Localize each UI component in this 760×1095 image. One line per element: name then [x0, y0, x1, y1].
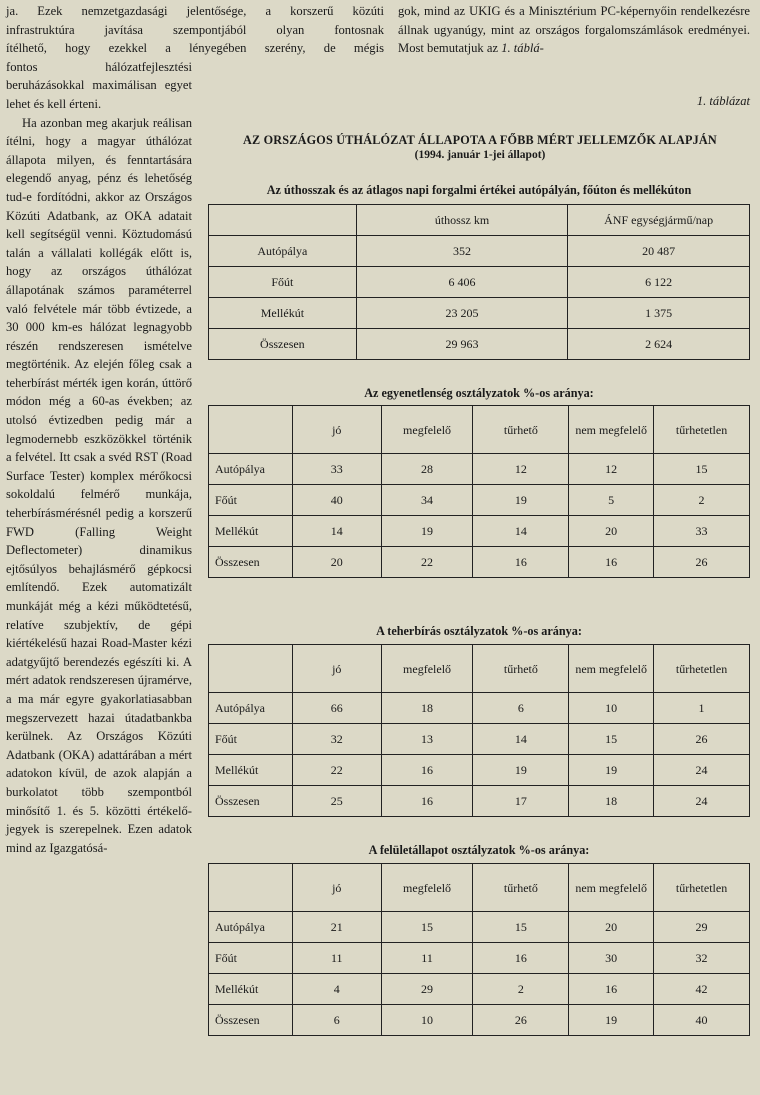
table-cell: 4	[292, 974, 381, 1005]
table-cell: 42	[654, 974, 750, 1005]
table-cell: 2	[654, 485, 750, 516]
table-cell: 16	[381, 755, 473, 786]
table-cell: 6 122	[568, 267, 750, 298]
table-row	[209, 298, 750, 329]
row-label: Mellékút	[209, 516, 293, 547]
column-header: tűrhetetlen	[654, 645, 750, 693]
table-cell: 32	[292, 724, 381, 755]
table-cell: 6	[473, 693, 569, 724]
column-header: jó	[292, 864, 381, 912]
table-cell: 11	[381, 943, 473, 974]
table-header-row	[209, 864, 750, 912]
table-cell: 24	[654, 786, 750, 817]
table-cell: 12	[569, 454, 654, 485]
table-cell: 19	[569, 1005, 654, 1036]
main-title: AZ ORSZÁGOS ÚTHÁLÓZAT ÁLLAPOTA A FŐBB MÉRT JELLEMZŐK ALAPJÁN	[243, 133, 717, 147]
table-row	[209, 943, 750, 974]
body-paragraph: fontos hálózatfejlesztési beruházásokkal maximálisan egyet lehet és kell érteni.	[6, 59, 192, 111]
table-row	[209, 912, 750, 943]
table-header-row	[209, 406, 750, 454]
table-cell: 10	[381, 1005, 473, 1036]
table-cell: 14	[292, 516, 381, 547]
table-cell: 15	[381, 912, 473, 943]
table-cell: 12	[473, 454, 569, 485]
table-row	[209, 974, 750, 1005]
table-cell: 1	[654, 693, 750, 724]
body-line: ítélhető, hogy ezekkel a lényegében szerény, de mégis	[6, 41, 384, 56]
table-cell: 40	[654, 1005, 750, 1036]
column-header: tűrhető	[473, 864, 569, 912]
table-row	[209, 1005, 750, 1036]
table-cell: 66	[292, 693, 381, 724]
table-cell: 19	[381, 516, 473, 547]
column-header: ÁNF egységjármű/nap	[568, 205, 750, 236]
table-cell: 16	[381, 786, 473, 817]
surface-condition-table	[208, 863, 750, 1036]
row-label: Főút	[209, 485, 293, 516]
table-cell: 20	[569, 516, 654, 547]
column-header: tűrhető	[473, 406, 569, 454]
table-cell: 20	[292, 547, 381, 578]
road-length-table	[208, 204, 750, 360]
table-cell: 2 624	[568, 329, 750, 360]
table-row	[209, 786, 750, 817]
table-cell: 29	[654, 912, 750, 943]
column-header	[209, 406, 293, 454]
table-row	[209, 755, 750, 786]
table-cell: 28	[381, 454, 473, 485]
column-header: tűrhetetlen	[654, 406, 750, 454]
table-cell: 19	[473, 755, 569, 786]
table-row	[209, 516, 750, 547]
row-label: Autópálya	[209, 693, 293, 724]
row-label: Mellékút	[209, 755, 293, 786]
table-label: 1. táblázat	[696, 94, 750, 108]
column-header: megfelelő	[381, 864, 473, 912]
column-header	[209, 864, 293, 912]
table-cell: 24	[654, 755, 750, 786]
row-label: Összesen	[209, 1005, 293, 1036]
column-header: tűrhető	[473, 645, 569, 693]
table-cell: 22	[381, 547, 473, 578]
table-cell: 26	[473, 1005, 569, 1036]
column-header: tűrhetetlen	[654, 864, 750, 912]
row-label: Összesen	[209, 786, 293, 817]
column-header: úthossz km	[356, 205, 568, 236]
table-row	[209, 267, 750, 298]
row-label: Autópálya	[209, 912, 293, 943]
table3-title: A teherbírás osztályzatok %-os aránya:	[376, 624, 582, 638]
column-header: megfelelő	[381, 645, 473, 693]
row-label: Főút	[209, 724, 293, 755]
table-cell: 19	[569, 755, 654, 786]
column-header: jó	[292, 645, 381, 693]
table-cell: 10	[569, 693, 654, 724]
table-header-row	[209, 645, 750, 693]
row-label: Autópálya	[209, 454, 293, 485]
table-cell: 16	[473, 547, 569, 578]
table-cell: 14	[473, 724, 569, 755]
table-cell: 19	[473, 485, 569, 516]
table4-title: A felületállapot osztályzatok %-os aránya:	[368, 843, 590, 857]
row-label: Főút	[209, 943, 293, 974]
table-cell: 14	[473, 516, 569, 547]
table-cell: 11	[292, 943, 381, 974]
table-cell: 13	[381, 724, 473, 755]
table-cell: 6 406	[356, 267, 568, 298]
table-cell: 15	[473, 912, 569, 943]
table-cell: 6	[292, 1005, 381, 1036]
table-cell: 33	[292, 454, 381, 485]
table-row	[209, 454, 750, 485]
table-cell: 30	[569, 943, 654, 974]
row-label: Főút	[209, 267, 357, 298]
table-cell: 20	[569, 912, 654, 943]
column-header: nem megfelelő	[569, 645, 654, 693]
table-cell: 15	[654, 454, 750, 485]
table1-title: Az úthosszak és az átlagos napi forgalmi értékei autópályán, főúton és mellékúton	[266, 183, 692, 197]
table-row	[209, 724, 750, 755]
table-cell: 22	[292, 755, 381, 786]
table-cell: 2	[473, 974, 569, 1005]
table-row	[209, 329, 750, 360]
main-subtitle: (1994. január 1-jei állapot)	[414, 149, 546, 161]
column-header	[209, 205, 357, 236]
table-cell: 21	[292, 912, 381, 943]
body-line: ja. Ezek nemzetgazdasági jelentősége, a korszerű közúti	[6, 4, 384, 18]
table-cell: 23 205	[356, 298, 568, 329]
row-label: Mellékút	[209, 974, 293, 1005]
table2-title: Az egyenetlenség osztályzatok %-os aránya:	[364, 386, 594, 400]
row-label: Összesen	[209, 547, 293, 578]
table-cell: 18	[381, 693, 473, 724]
column-header: megfelelő	[381, 406, 473, 454]
table-header-row	[209, 205, 750, 236]
table-cell: 16	[473, 943, 569, 974]
table-cell: 26	[654, 724, 750, 755]
table-cell: 34	[381, 485, 473, 516]
table-cell: 352	[356, 236, 568, 267]
table-row	[209, 485, 750, 516]
table-cell: 16	[569, 974, 654, 1005]
row-label: Mellékút	[209, 298, 357, 329]
column-header	[209, 645, 293, 693]
column-header: nem megfelelő	[569, 406, 654, 454]
table-cell: 1 375	[568, 298, 750, 329]
table-row	[209, 693, 750, 724]
body-paragraph: Ha azonban meg akarjuk reálisan ítélni, hogy a magyar úthálózat állapota milyen, és fenntartására elegendő anyag, pénz és lehetőség tud-e fordítódni, akkor az Országos Közúti Adatbank, az OKA adatait kell segítségül venni. Köztudomású talán a vállalati kollégák előtt is, hogy az országos úthálózat állapotának számos paraméterrel való felvétele már több évtizede, a 30 000 km-es hálózat legnagyobb részén rendszeresen ismételve megtörténik. Az elején főleg csak a teherbírást mérték igen korán, úttörő módon még a 60-as években; az utolsó évtizedben pedig már a legmodernebb eszközökkel történik a felvétel. Itt csak a svéd RST (Road Surface Tester) komplex mérőkocsi sokoldalú felmérő munkája, teherbírásmérésnél pedig a korszerű FWD (Falling Weight Deflectometer) dinamikus ejtősúlyos behajlásmérő gépkocsi említendő. Ezek automatizált munkáját még a kézi működtetésű, relatíve szubjektív, de gépi kiértékelésű hazai Road-Master kézi adatgyűjtő berendezés egészíti ki. A mért adatok rendszeresen újramérve, a ma már egyre gyakorlatiasabban megszervezett hazai útadatbankba kerülnek. Az Országos Közúti Adatbank (OKA) adattárában a mért adatokon kívül, de azok alapján a burkolatot több szempontból minősítő 1. és 5. közötti értékelő-jegyek is szerepelnek. Ezen adatok mind az Igazgatósá-	[6, 115, 192, 855]
table-cell: 33	[654, 516, 750, 547]
table-cell: 32	[654, 943, 750, 974]
table-cell: 17	[473, 786, 569, 817]
table-cell: 15	[569, 724, 654, 755]
roughness-table	[208, 405, 750, 578]
table-cell: 29	[381, 974, 473, 1005]
body-paragraph: gok, mind az UKIG és a Minisztérium PC-képernyőin rendelkezésre állnak ugyanúgy, mint az országos forgalomszámlások eredményei. Most bemutatjuk az	[398, 4, 750, 56]
table-cell: 26	[654, 547, 750, 578]
table-cell: 5	[569, 485, 654, 516]
table-reference: 1. táblá-	[501, 41, 544, 56]
row-label: Autópálya	[209, 236, 357, 267]
table-cell: 16	[569, 547, 654, 578]
table-cell: 40	[292, 485, 381, 516]
table-row	[209, 236, 750, 267]
bearing-capacity-table	[208, 644, 750, 817]
table-cell: 18	[569, 786, 654, 817]
table-cell: 25	[292, 786, 381, 817]
table-cell: 29 963	[356, 329, 568, 360]
column-header: jó	[292, 406, 381, 454]
table-cell: 20 487	[568, 236, 750, 267]
right-column-text	[398, 2, 750, 58]
row-label: Összesen	[209, 329, 357, 360]
column-header: nem megfelelő	[569, 864, 654, 912]
table-row	[209, 547, 750, 578]
body-line: infrastruktúra javítása szempontjából olyan fontosnak	[6, 22, 384, 37]
